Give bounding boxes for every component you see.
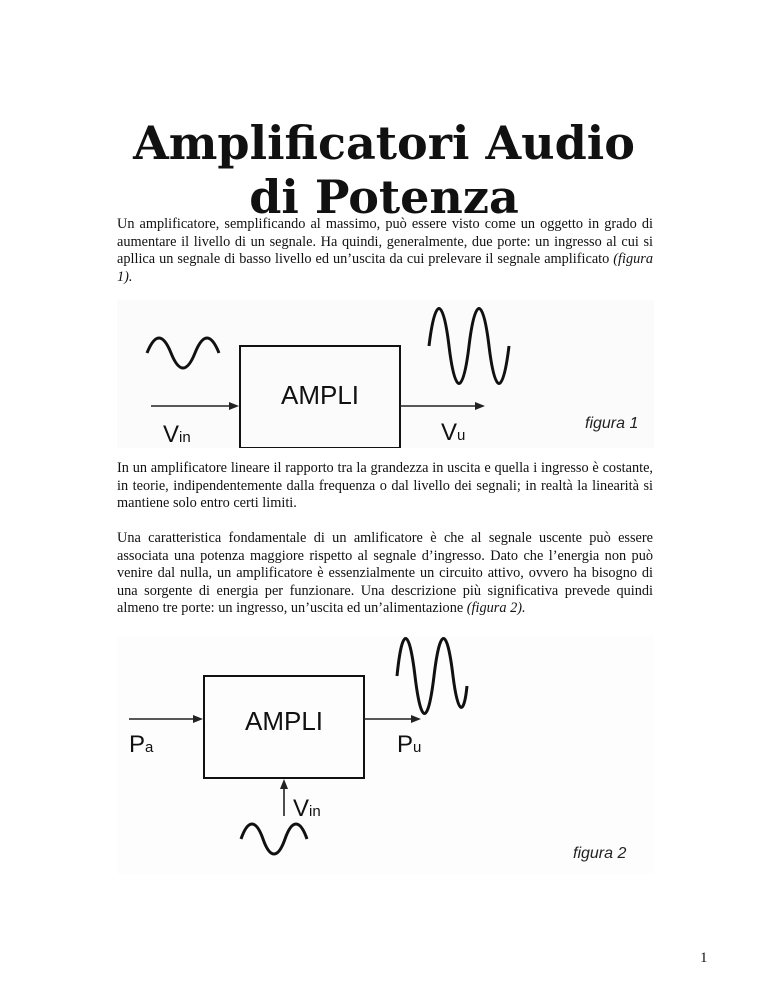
input-signal-wave: [241, 824, 307, 854]
page-title: [0, 116, 768, 224]
title-line-1: Amplificatori Audio: [133, 116, 635, 170]
paragraph-linear-amplifier: In un amplificatore lineare il rapporto tra la grandezza in uscita e quella i ingresso è costante, in teorie, indipendentemente dalla frequenza o dal livello dei segnali; in realtà la linearità si mantiene solo entro certi limiti.: [117, 460, 653, 511]
output-arrow-head: [475, 402, 485, 410]
supply-arrow-head: [193, 715, 203, 723]
paragraph-active-circuit-text: Una caratteristica fondamentale di un amlificatore è che al segnale uscente può essere associata una potenza maggiore rispetto al segnale d’ingresso. Dato che l’energia non può venire dal nulla, un amplificatore è essenzialmente un circuito attivo, ovvero ha bisogno di una sorgente di energia per funzionare. Una descrizione più significativa prevede quindi almeno tre porte: un ingresso, un’uscita ed un’alimentazione: [117, 530, 653, 616]
input-voltage-label: Vin: [163, 421, 191, 448]
input-arrow-head: [280, 779, 288, 789]
figure-1: [117, 300, 654, 448]
output-voltage-label: Vu: [441, 419, 466, 446]
figure-2-reference: (figura 2).: [466, 600, 526, 616]
supply-power-label: Pa: [129, 731, 154, 758]
page-number: 1: [700, 950, 708, 966]
output-signal-wave: [429, 309, 509, 384]
output-arrow-head: [411, 715, 421, 723]
figure-2-caption: figura 2: [573, 845, 627, 862]
paragraph-intro: [117, 216, 653, 286]
input-arrow-head: [229, 402, 239, 410]
output-signal-wave: [397, 639, 467, 714]
figure-2: [117, 636, 654, 874]
figure-1-diagram: [117, 300, 654, 448]
figure-1-reference: (figura 1).: [117, 251, 654, 285]
paragraph-intro-text: Un amplificatore, semplificando al massimo, può essere visto come un oggetto in grado di aumentare il livello di un segnale. Ha quindi, generalmente, due porte: un ingresso al cui si apllica un segnale di basso livello ed un’uscita da cui prelevare il segnale amplificato: [117, 216, 653, 267]
amplifier-label: AMPLI: [280, 380, 360, 410]
input-voltage-label: Vin: [293, 795, 321, 822]
paragraph-active-circuit: [117, 530, 653, 618]
output-power-label: Pu: [397, 731, 422, 758]
amplifier-label: AMPLI: [244, 706, 324, 736]
figure-2-diagram: [117, 636, 654, 874]
input-signal-wave: [147, 338, 219, 368]
title-line-2: di Potenza: [249, 170, 519, 224]
figure-1-caption: figura 1: [585, 415, 639, 432]
